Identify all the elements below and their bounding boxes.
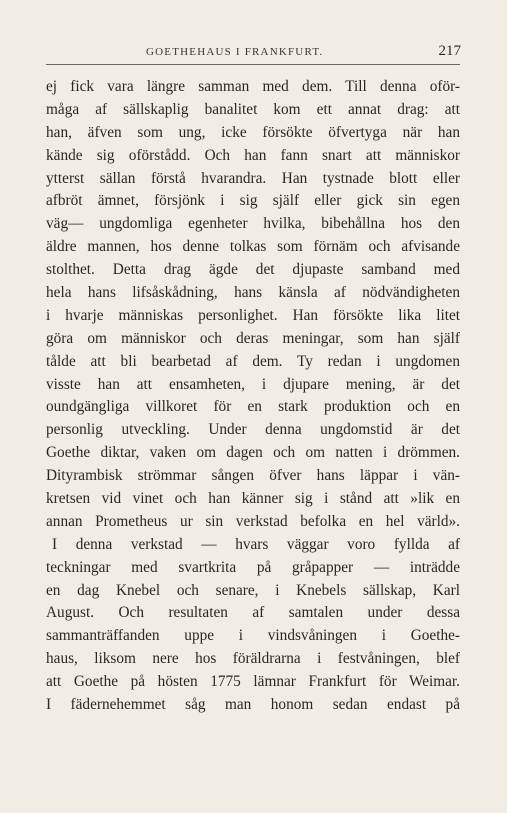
paragraph-start-line: I denna verkstad — hvars väggar voro fyllda af: [52, 535, 460, 553]
text-line: att Goethe på hösten 1775 lämnar Frankfurt för Weimar.: [46, 673, 460, 691]
text-line: teckningar med svartkrita på gråpapper — inträdde: [46, 558, 460, 576]
text-line: ej fick vara längre samman med dem. Till denna oför-: [46, 78, 460, 95]
text-line: väg— ungdomliga egenheter hvilka, bibehållna hos den: [46, 215, 460, 233]
text-line: personlig utveckling. Under denna ungdomstid är det: [46, 421, 460, 439]
text-line: oundgängliga villkoret för en stark produktion och en: [46, 398, 460, 416]
text-line: Goethe diktar, vaken om dagen och om natten i drömmen.: [46, 444, 460, 462]
text-line: hela hans lifsåskådning, hans känsla af nödvändigheten: [46, 284, 460, 302]
body-text: [46, 76, 460, 717]
text-line: stolthet. Detta drag ägde det djupaste samband med: [46, 261, 460, 279]
running-title: GOETHEHAUS I FRANKFURT.: [146, 46, 324, 58]
text-line: Dityrambisk strömmar sången öfver hans läppar i vän-: [46, 467, 460, 485]
text-line: afbröt ämnet, försjönk i sig själf eller gick sin egen: [46, 192, 460, 210]
text-line: i hvarje människas personlighet. Han försökte lika litet: [46, 306, 460, 324]
text-line: kände sig oförstådd. Och han fann snart att människor: [46, 146, 460, 164]
page-header: [46, 44, 461, 64]
page-number: 217: [438, 43, 461, 59]
text-line: visste han att ensamheten, i djupare mening, är det: [46, 375, 460, 393]
text-line: en dag Knebel och senare, i Knebels sällskap, Karl: [46, 581, 460, 599]
text-line: han, äfven som ung, icke försökte öfvertyga när han: [46, 123, 460, 141]
text-line: tålde att bli bearbetad af dem. Ty redan i ungdomen: [46, 352, 460, 370]
text-line: sammanträffanden uppe i vindsvåningen i Goethe-: [46, 627, 460, 645]
header-rule: [46, 64, 460, 65]
text-line: annan Prometheus ur sin verkstad befolka en hel värld».: [46, 512, 460, 530]
text-line: kretsen vid vinet och han känner sig i stånd att »lik en: [46, 490, 460, 508]
text-line: måga af sällskaplig banalitet kom ett annat drag: att: [46, 100, 460, 118]
text-line: göra om människor och deras meningar, som han själf: [46, 329, 460, 347]
text-line: haus, liksom nere hos föräldrarna i festvåningen, blef: [46, 650, 460, 668]
text-line: I fädernehemmet såg man honom sedan endast på: [46, 696, 460, 714]
text-line: August. Och resultaten af samtalen under dessa: [46, 604, 460, 622]
text-line: ytterst sällan förstå hvarandra. Han tystnade blott eller: [46, 169, 460, 187]
text-line: äldre mannen, hos denne tolkas som förnäm och afvisande: [46, 238, 460, 256]
